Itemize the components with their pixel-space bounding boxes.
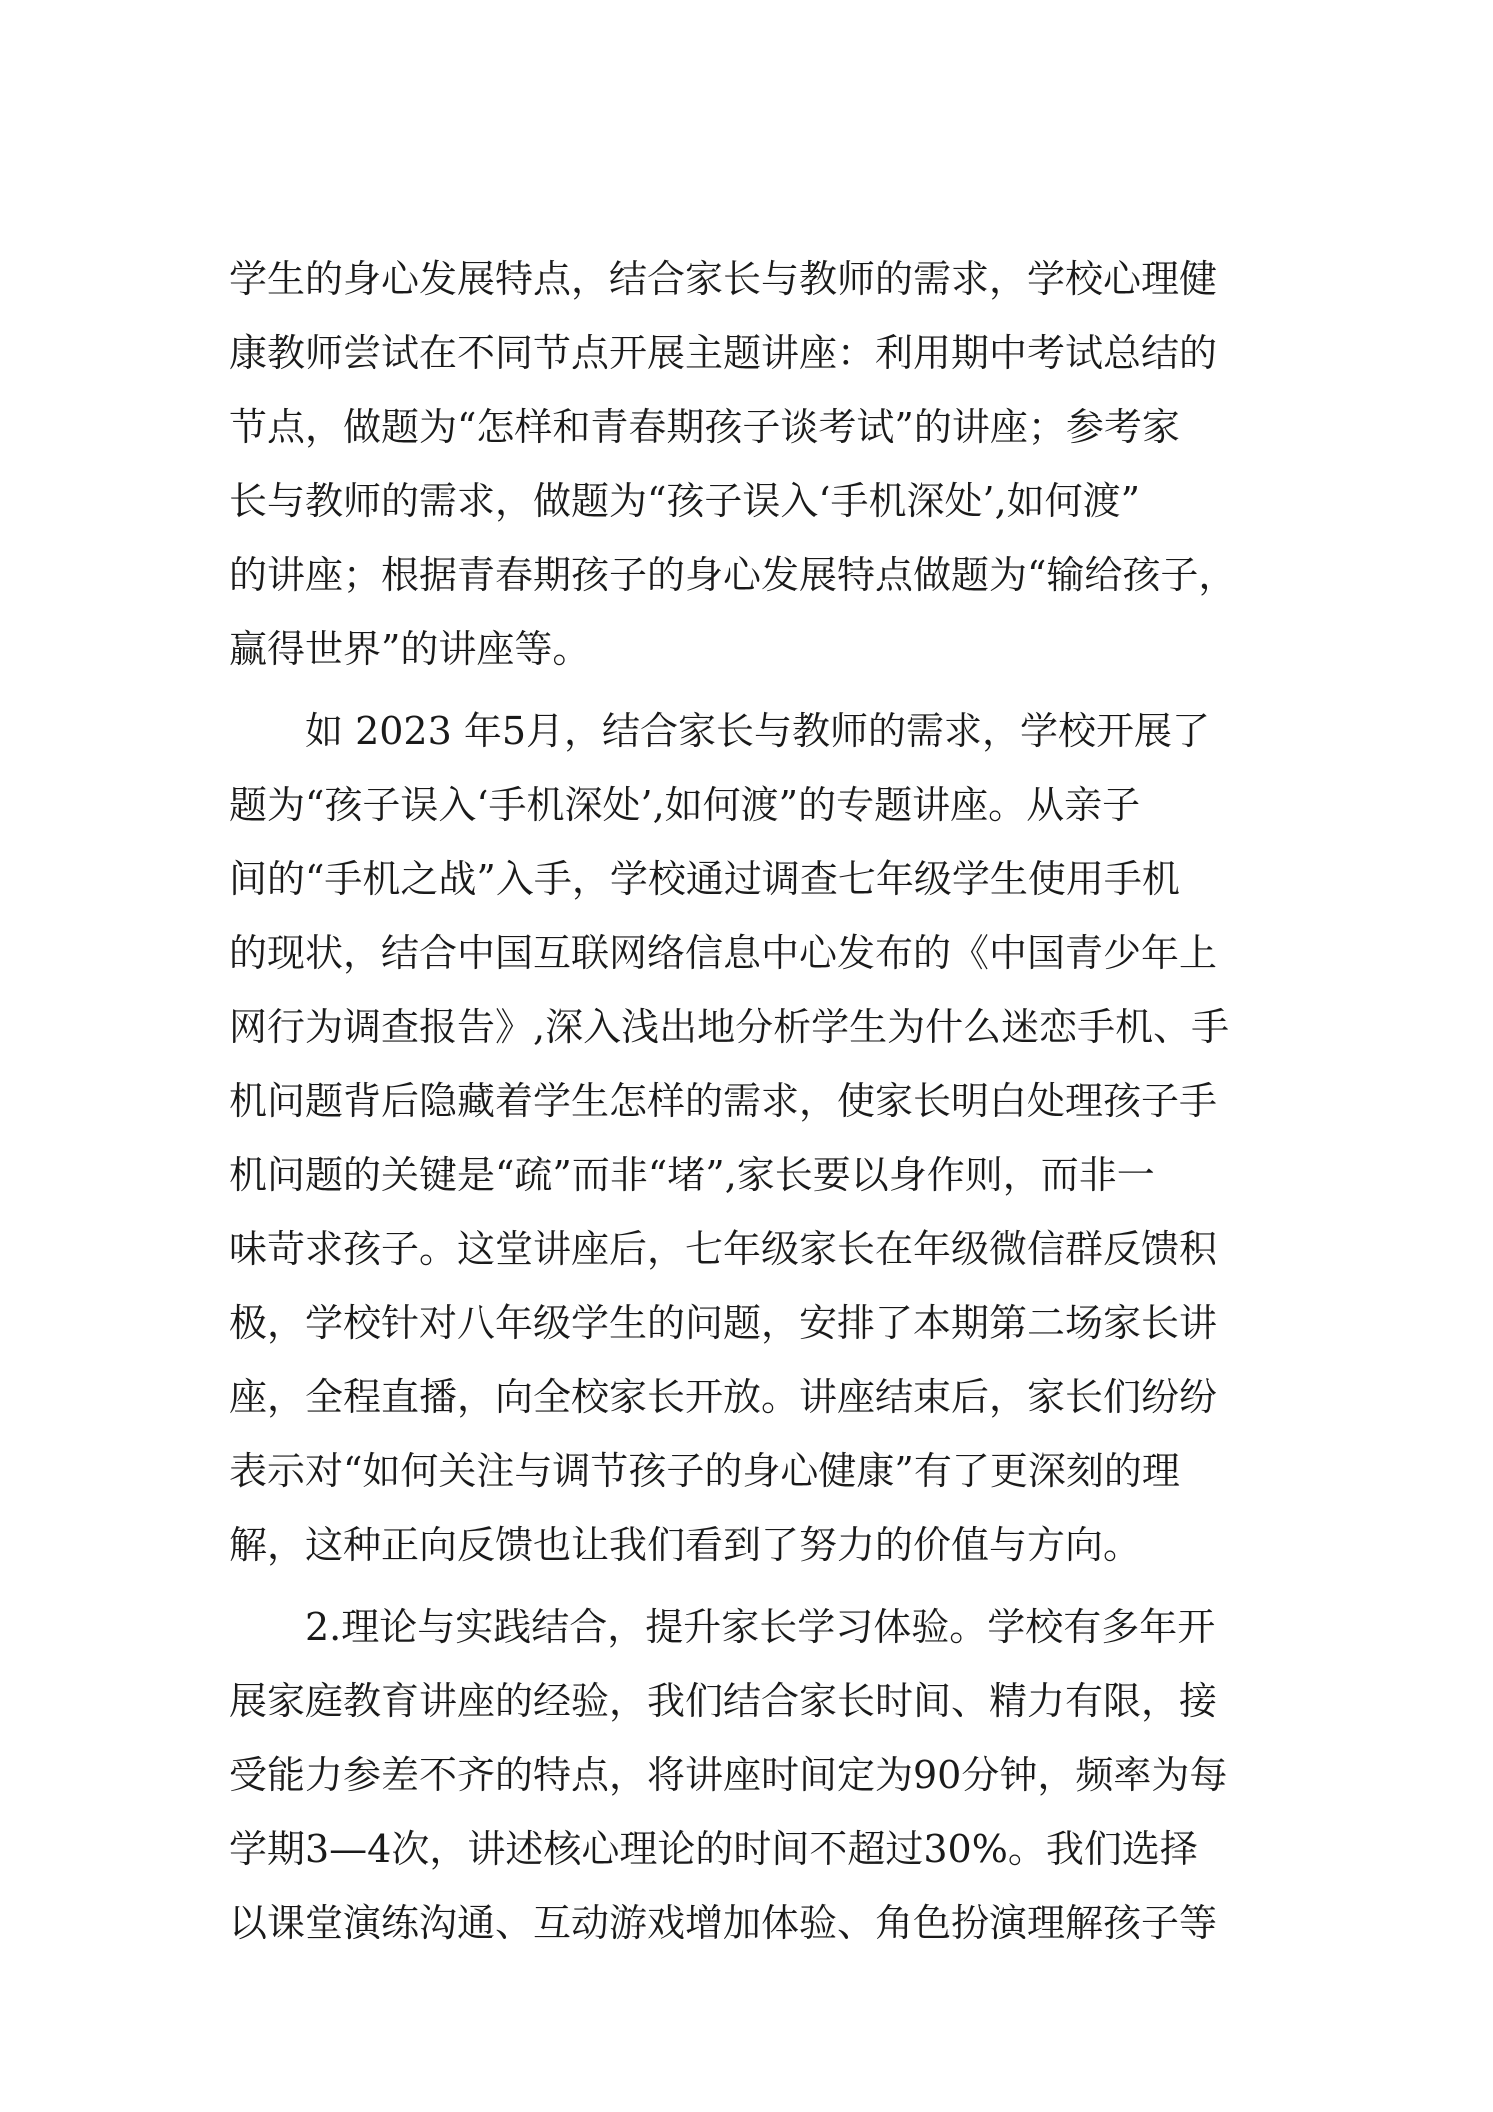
text-line: 康教师尝试在不同节点开展主题讲座：利用期中考试总结的 bbox=[229, 331, 1218, 375]
text-line: 的讲座；根据青春期孩子的身心发展特点做题为“输给孩子， bbox=[229, 553, 1237, 597]
body-text bbox=[229, 242, 1274, 1960]
paragraph-first-line: 2.理论与实践结合，提升家长学习体验。学校有多年开 bbox=[305, 1605, 1216, 1649]
text-line: 机问题的关键是“疏”而非“堵”,家长要以身作则，而非一 bbox=[229, 1153, 1155, 1197]
text-line: 受能力参差不齐的特点，将讲座时间定为90分钟，频率为每 bbox=[229, 1753, 1228, 1797]
text-line: 解，这种正向反馈也让我们看到了努力的价值与方向。 bbox=[229, 1523, 1142, 1567]
text-line: 以课堂演练沟通、互动游戏增加体验、角色扮演理解孩子等 bbox=[229, 1901, 1218, 1945]
text-line: 味苛求孩子。这堂讲座后，七年级家长在年级微信群反馈积 bbox=[229, 1227, 1218, 1271]
text-line: 题为“孩子误入‘手机深处’,如何渡”的专题讲座。从亲子 bbox=[229, 783, 1141, 827]
text-line: 长与教师的需求，做题为“孩子误入‘手机深处’,如何渡” bbox=[229, 479, 1141, 523]
text-line: 表示对“如何关注与调节孩子的身心健康”有了更深刻的理 bbox=[229, 1449, 1180, 1493]
text-line: 座，全程直播，向全校家长开放。讲座结束后，家长们纷纷 bbox=[229, 1375, 1218, 1419]
text-line: 赢得世界”的讲座等。 bbox=[229, 627, 591, 671]
text-line: 网行为调查报告》,深入浅出地分析学生为什么迷恋手机、手 bbox=[229, 1005, 1230, 1049]
text-line: 展家庭教育讲座的经验，我们结合家长时间、精力有限，接 bbox=[229, 1679, 1218, 1723]
paragraph-first-line: 如 2023 年5月，结合家长与教师的需求，学校开展了 bbox=[305, 709, 1211, 753]
text-line: 极，学校针对八年级学生的问题，安排了本期第二场家长讲 bbox=[229, 1301, 1218, 1345]
text-line: 的现状，结合中国互联网络信息中心发布的《中国青少年上 bbox=[229, 931, 1218, 975]
text-line: 机问题背后隐藏着学生怎样的需求，使家长明白处理孩子手 bbox=[229, 1079, 1218, 1123]
text-line: 间的“手机之战”入手，学校通过调查七年级学生使用手机 bbox=[229, 857, 1180, 901]
text-line: 学期3—4次，讲述核心理论的时间不超过30%。我们选择 bbox=[229, 1827, 1198, 1871]
text-line: 学生的身心发展特点，结合家长与教师的需求，学校心理健 bbox=[229, 257, 1218, 301]
text-line: 节点，做题为“怎样和青春期孩子谈考试”的讲座；参考家 bbox=[229, 405, 1180, 449]
